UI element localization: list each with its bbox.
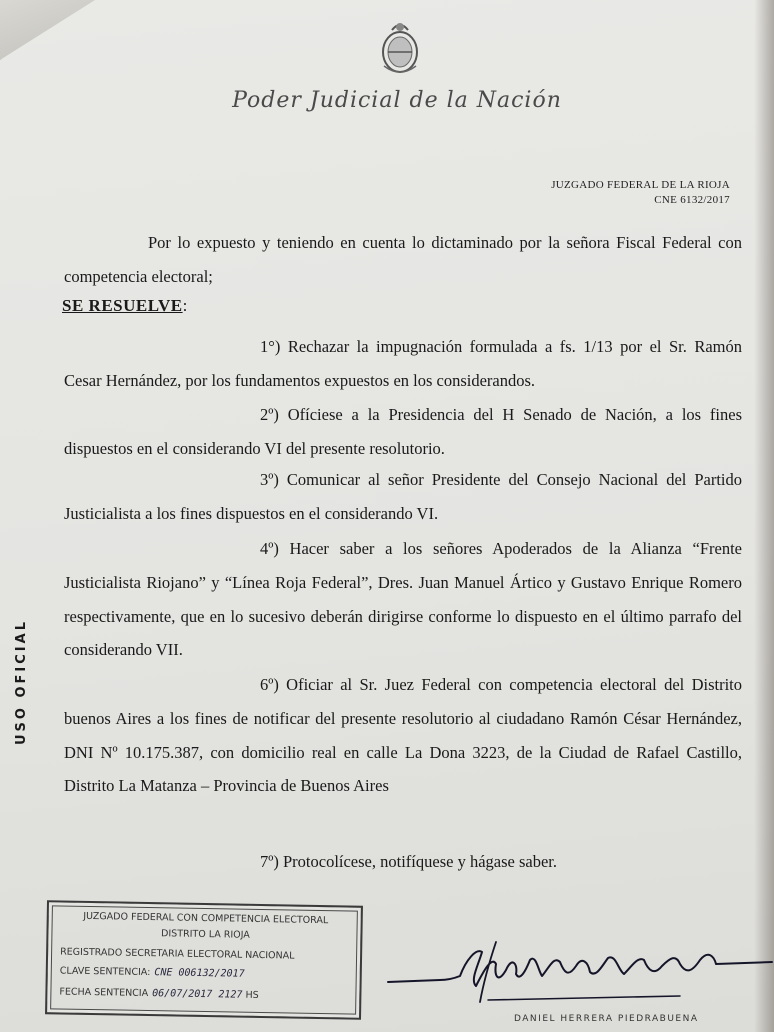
court-name: JUZGADO FEDERAL DE LA RIOJA (551, 179, 730, 191)
handwritten-signature (380, 930, 774, 1010)
resolves-colon: : (182, 296, 188, 315)
case-reference (551, 178, 730, 208)
official-use-label: USO OFICIAL (14, 619, 29, 745)
stamp-fecha-value: 06/07/2017 2127 (152, 988, 243, 1001)
registration-stamp (45, 900, 363, 1019)
resolution-item-4: 4º) Hacer saber a los señores Apoderados de la Alianza “Frente Justicialista Riojano” y “Línea Roja Federal”, Dres. Juan Manuel Ártico y Gustavo Enrique Romero respectivamente, que en lo sucesivo deberán dirigirse conforme lo dispuesto en el último parrafo del considerando VII. (64, 539, 742, 660)
stamp-district-line: DISTRITO LA RIOJA (160, 928, 250, 941)
resolution-item-6: 6º) Oficiar al Sr. Juez Federal con competencia electoral del Distrito buenos Aires a los fines de notificar del presente resolutorio al ciudadano Ramón César Hernández, DNI Nº 10.175.387, con domicilio real en calle La Dona 3223, de la Ciudad de Rafael Castillo, Distrito La Matanza – Provincia de Buenos Aires (64, 675, 742, 796)
stamp-fecha-label: FECHA SENTENCIA (59, 986, 149, 1000)
resolution-item-1: 1°) Rechazar la impugnación formulada a fs. 1/13 por el Sr. Ramón Cesar Hernández, por los fundamentos expuestos en los considerandos. (64, 337, 742, 390)
resolves-heading (62, 296, 187, 316)
intro-paragraph: Por lo expuesto y teniendo en cuenta lo dictaminado por la señora Fiscal Federal con competencia electoral; (64, 233, 742, 286)
stamp-clave-label: CLAVE SENTENCIA: (59, 965, 151, 979)
resolves-label: SE RESUELVE (62, 296, 183, 315)
stamp-fecha-row (59, 986, 258, 1000)
page-edge-shadow (754, 0, 774, 1032)
stamp-court-line: JUZGADO FEDERAL CON COMPETENCIA ELECTORAL (83, 910, 329, 927)
resolution-item-7: 7º) Protocolícese, notifíquese y hágase saber. (260, 852, 557, 871)
stamp-clave-value: CNE 006132/2017 (154, 967, 245, 980)
case-number: CNE 6132/2017 (654, 194, 730, 206)
stamp-clave-row (60, 965, 245, 979)
resolution-item-2: 2º) Ofíciese a la Presidencia del H Senado de Nación, a los fines dispuestos en el considerando VI del presente resolutorio. (64, 405, 742, 458)
stamp-registry-line: REGISTRADO SECRETARIA ELECTORAL NACIONAL (60, 946, 295, 962)
national-coat-of-arms-icon (378, 18, 422, 78)
letterhead-title: Poder Judicial de la Nación (232, 88, 562, 113)
stamp-fecha-suffix: HS (245, 989, 259, 1001)
resolution-item-3: 3º) Comunicar al señor Presidente del Consejo Nacional del Partido Justicialista a los fines dispuestos en el considerando VI. (64, 470, 742, 523)
signer-name: DANIEL HERRERA PIEDRABUENA (514, 1014, 699, 1024)
